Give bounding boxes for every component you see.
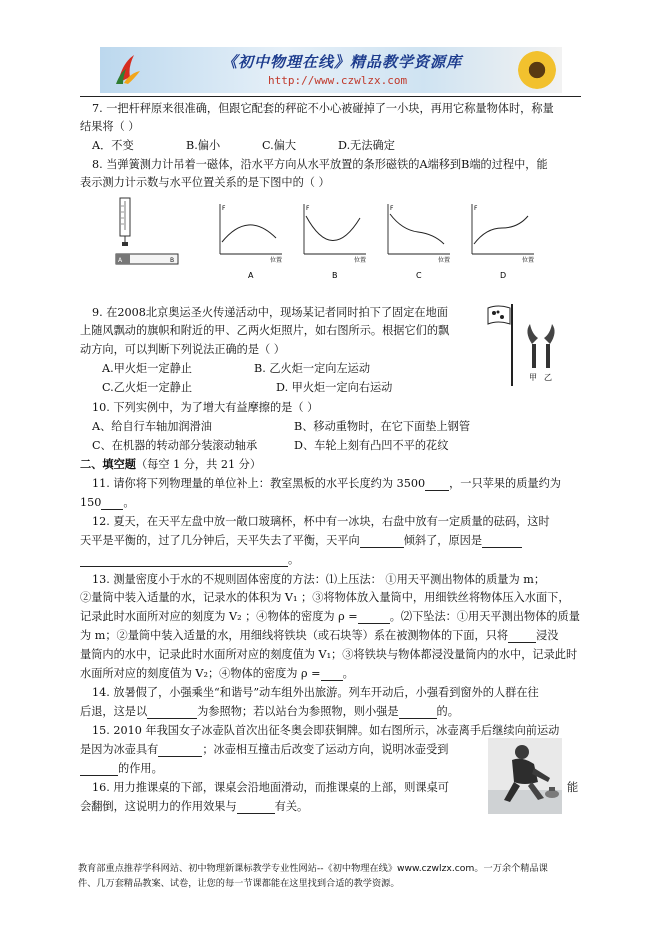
q11-blank2[interactable] [101, 496, 123, 510]
flag-torches-figure [480, 300, 570, 390]
q15-line1: 15. 2010 年我国女子冰壶队首次出征冬奥会即获铜牌。如右图所示，冰壶离手后继续向前运动 [92, 724, 560, 737]
svg-text:F: F [474, 205, 478, 212]
q8-line2: 表示测力计示数与水平位置关系的是下图中的（ ） [80, 176, 330, 189]
site-title: 《初中物理在线》精品教学资源库 [222, 53, 463, 71]
q12-line2: 天平是平衡的，过了几分钟后，天平失去了平衡，天平向 倾斜了，原因是 [80, 534, 522, 548]
q10-line1: 10. 下列实例中，为了增大有益摩擦的是（ ） [92, 401, 319, 414]
q16-line1-end: 能 [567, 781, 579, 794]
q16-line1: 16. 用力推课桌的下部，课桌会沿地面滑动，而推课桌的上部，则课桌可 [92, 781, 449, 794]
svg-text:B: B [170, 257, 175, 264]
header-rule [80, 96, 581, 97]
q12-line1: 12. 夏天，在天平左盘中放一敞口玻璃杯，杯中有一冰块，右盘中放有一定质量的砝码，这时 [92, 515, 550, 528]
q13-line4: 为 m；②量筒中装入适量的水，用细线将铁块（或石块等）系在被测物体的下面，只将 浸没 [80, 629, 559, 642]
q9-option-b: B. 乙火炬一定向左运动 [254, 362, 371, 375]
q9-line2: 上随风飘动的旗帜和附近的甲、乙两火炬照片，如右图所示。根据它们的飘 [80, 324, 450, 337]
graph-c [388, 204, 450, 280]
q13-blank1[interactable] [358, 610, 390, 624]
q13-line3: 记录此时水面所对应的刻度为 V₂ ；④物体的密度为 ρ = 。⑵下坠法：①用天平测出物体的质量 [80, 610, 580, 623]
torch-yi-label: 乙 [544, 373, 552, 382]
q7-line2: 结果将（ ） [80, 120, 140, 133]
q8-graphs [210, 200, 550, 284]
q14-blank1[interactable] [147, 705, 197, 719]
header-banner [100, 47, 562, 93]
q13-blank2[interactable] [508, 629, 536, 643]
q12-line3: 。 [80, 553, 299, 567]
q9-line3: 动方向，可以判断下列说法正确的是（ ） [80, 343, 285, 356]
site-url[interactable]: http://www.czwlzx.com [268, 74, 408, 87]
graph-b [304, 204, 366, 280]
graph-c-label: C [416, 271, 422, 280]
footer-line1: 教育部重点推荐学科网站、初中物理新课标教学专业性网站--《初中物理在线》www.czwlzx.com。一万余个精品课 [78, 863, 548, 874]
q9-line1: 9. 在2008北京奥运圣火传递活动中，现场某记者同时拍下了固定在地面 [92, 306, 448, 319]
q7-option-d: D.无法确定 [338, 139, 395, 152]
q10-option-a: A、给自行车轴加润滑油 [92, 420, 212, 433]
q7-option-c: C.偏大 [262, 139, 297, 152]
section2-heading [80, 458, 261, 471]
spring-scale-magnet-figure [112, 196, 182, 272]
q14-line2: 后退，这是以 为参照物；若以站台为参照物，则小强是 的。 [80, 705, 459, 718]
section2-title: 二、填空题 [80, 457, 136, 471]
q13-blank3[interactable] [321, 667, 343, 681]
graph-b-label: B [332, 271, 338, 280]
q15-blank2[interactable] [80, 762, 118, 776]
q14-line1: 14. 放暑假了，小强乘坐“和谐号”动车组外出旅游。列车开动后，小强看到窗外的人群在往 [92, 686, 539, 699]
q11-line2: 150 。 [80, 496, 135, 509]
graph-d-label: D [500, 271, 507, 280]
q10-option-d: D、车轮上刻有凸凹不平的花纹 [294, 439, 449, 452]
section2-note: （每空 1 分，共 21 分） [135, 458, 262, 471]
q11-line1: 11. 请你将下列物理量的单位补上：教室黑板的水平长度约为 3500 ，一只苹果的质量约为 [92, 477, 561, 490]
q15-line3: 的作用。 [80, 762, 163, 776]
svg-text:F: F [390, 205, 394, 212]
q13-line5: 量筒内的水中，记录此时水面所对应的刻度值为 V₁；③将铁块与物体都浸没量筒内的水中，记录此时 [80, 648, 578, 661]
q13-line1: 13. 测量密度小于水的不规则固体密度的方法：⑴上压法： ①用天平测出物体的质量为 m； [92, 573, 546, 586]
q11-blank1[interactable] [425, 477, 449, 491]
svg-text:位置: 位置 [522, 257, 535, 264]
svg-text:F: F [306, 205, 310, 212]
site-logo-icon [114, 53, 142, 85]
q9-option-c: C.乙火炬一定静止 [102, 381, 193, 394]
q13-line6: 水面所对应的刻度值为 V₂；④物体的密度为 ρ = 。 [80, 667, 354, 680]
q15-blank1[interactable] [158, 743, 202, 757]
q12-blank2a[interactable] [482, 534, 522, 548]
curling-photo [488, 738, 562, 814]
graph-a-label: A [248, 271, 254, 280]
q9-option-a: A.甲火炬一定静止 [102, 362, 192, 375]
footer-line2: 件、几万套精品教案、试卷，让您的每一节课都能在这里找到合适的教学资源。 [78, 878, 400, 889]
q14-blank2[interactable] [399, 705, 437, 719]
svg-text:A: A [118, 257, 123, 264]
graph-a-f-label: F [222, 205, 226, 212]
graph-d [472, 204, 534, 280]
q7-line1: 7. 一把杆秤原来很准确，但跟它配套的秤砣不小心被碰掉了一小块，再用它称量物体时，称量 [92, 102, 554, 115]
svg-text:位置: 位置 [438, 257, 451, 264]
q13-line2: ②量筒中装入适量的水，记录水的体积为 V₁ ；③将物体放入量筒中，用细铁丝将物体压入水面下， [80, 591, 570, 604]
q15-line2: 是因为冰壶具有 ；冰壶相互撞击后改变了运动方向，说明冰壶受到 [80, 743, 449, 756]
svg-text:位置: 位置 [354, 257, 367, 264]
q16-line2: 会翻倒，这说明力的作用效果与 有关。 [80, 800, 309, 813]
graph-a-x-label: 位置 [270, 257, 283, 264]
q12-blank1[interactable] [360, 534, 404, 548]
torch-jia-label: 甲 [529, 373, 537, 382]
q12-blank2b[interactable] [80, 553, 288, 567]
q9-option-d: D. 甲火炬一定向右运动 [276, 381, 393, 394]
q8-line1: 8. 当弹簧测力计吊着一磁体，沿水平方向从水平放置的条形磁铁的A端移到B端的过程中，能 [92, 158, 548, 171]
q10-option-b: B、移动重物时，在它下面垫上钢管 [294, 420, 471, 433]
q7-option-b: B.偏小 [186, 139, 221, 152]
q10-option-c: C、在机器的转动部分装滚动轴承 [92, 439, 258, 452]
q7-option-a: A．不变 [92, 139, 134, 152]
sunflower-image [518, 51, 556, 89]
q16-blank1[interactable] [237, 800, 275, 814]
graph-a [220, 204, 282, 280]
